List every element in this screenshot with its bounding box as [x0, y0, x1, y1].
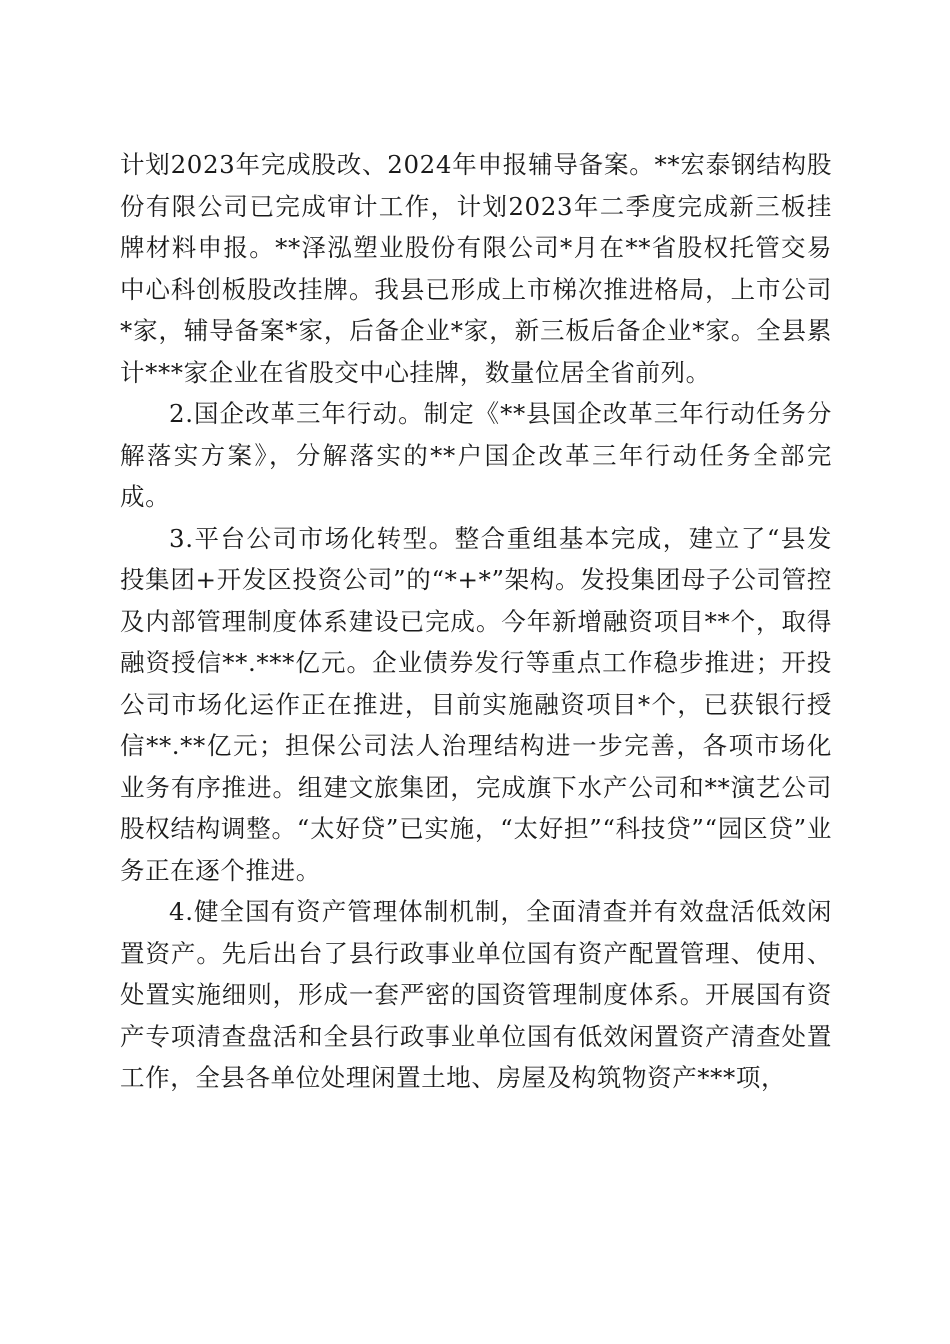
paragraph-listing-progress: 计划2023年完成股改、2024年申报辅导备案。**宏泰钢结构股份有限公司已完成审计工作，计划2023年二季度完成新三板挂牌材料申报。**泽泓塑业股份有限公司*月在**省股权托管交易中心科创板股改挂牌。我县已形成上市梯次推进格局，上市公司*家，辅导备案*家，后备企业*家，新三板后备企业*家。全县累计***家企业在省股交中心挂牌，数量位居全省前列。 — [120, 150, 832, 387]
paragraph-platform-transformation: 3.平台公司市场化转型。整合重组基本完成，建立了“县发投集团+开发区投资公司”的“*+*”架构。发投集团母子公司管控及内部管理制度体系建设已完成。今年新增融资项目**个，取得融资授信**.***亿元。企业债券发行等重点工作稳步推进；开投公司市场化运作正在推进，目前实施融资项目*个，已获银行授信**.**亿元；担保公司法人治理结构进一步完善，各项市场化业务有序推进。组建文旅集团，完成旗下水产公司和**演艺公司股权结构调整。“太好贷”已实施，“太好担”“科技贷”“园区贷”业务正在逐个推进。 — [120, 523, 832, 885]
paragraph-soe-reform: 2.国企改革三年行动。制定《**县国企改革三年行动任务分解落实方案》，分解落实的**户国企改革三年行动任务全部完成。 — [120, 399, 832, 511]
document-body — [120, 144, 832, 1099]
paragraph-state-asset-management: 4.健全国有资产管理体制机制，全面清查并有效盘活低效闲置资产。先后出台了县行政事业单位国有资产配置管理、使用、处置实施细则，形成一套严密的国资管理制度体系。开展国有资产专项清查盘活和全县行政事业单位国有低效闲置资产清查处置工作，全县各单位处理闲置土地、房屋及构筑物资产***项， — [120, 897, 832, 1092]
